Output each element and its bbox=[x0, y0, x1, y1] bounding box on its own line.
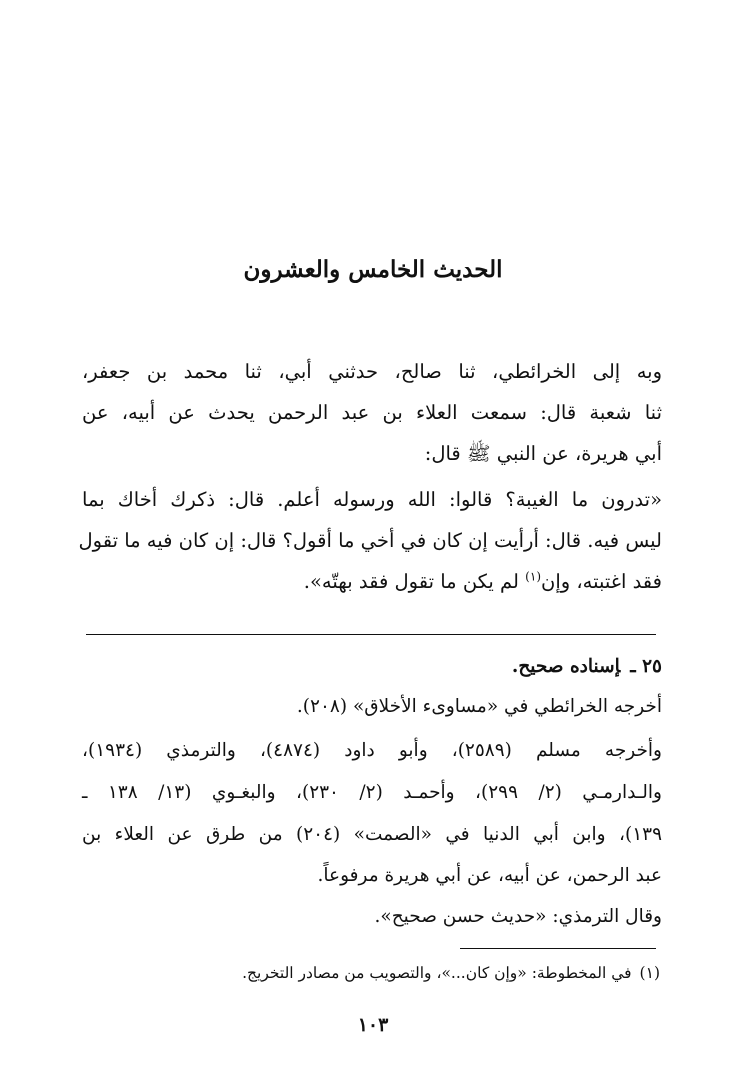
takhrij-line-3: والـدارمـي (٢/ ٢٩٩)، وأحمـد (٢/ ٢٣٠)، والبغـوي (١٣/ ١٣٨ ـ bbox=[82, 782, 662, 803]
isnad-line-2: ثنا شعبة قال: سمعت العلاء بن عبد الرحمن يحدث عن أبيه، عن bbox=[82, 401, 662, 424]
isnad-line-3: أبي هريرة، عن النبي ﷺ قال: bbox=[424, 442, 662, 465]
hadith-title: الحديث الخامس والعشرون bbox=[243, 256, 503, 283]
footnotes-divider bbox=[86, 634, 656, 635]
footnote bbox=[80, 958, 660, 988]
takhrij-line-4: ١٣٩)، وابن أبي الدنيا في «الصمت» (٢٠٤) من طرق عن العلاء بن bbox=[82, 824, 663, 845]
takhrij-line-6: وقال الترمذي: «حديث حسن صحيح». bbox=[374, 906, 662, 927]
matn-line-3 bbox=[82, 562, 662, 602]
takhrij-line-5: عبد الرحمن، عن أبيه، عن أبي هريرة مرفوعاً. bbox=[317, 865, 662, 886]
takhrij-heading-line bbox=[82, 648, 662, 686]
matn-line-1: «تدرون ما الغيبة؟ قالوا: الله ورسوله أعلم. قال: ذكرك أخاك بما bbox=[82, 488, 662, 511]
footnote-text: في المخطوطة: «وإن كان...»، والتصويب من مصادر التخريج. bbox=[242, 964, 632, 982]
footnote-divider bbox=[460, 948, 656, 949]
footnote-marker: (١) bbox=[639, 964, 660, 982]
page-number: ١٠٣ bbox=[357, 1014, 389, 1036]
matn-line-3-end: لم يكن ما تقول فقد بهتّه». bbox=[303, 570, 526, 593]
takhrij-heading: إسناده صحيح. bbox=[511, 656, 621, 677]
footnote-reference: (١) bbox=[525, 569, 541, 584]
matn-line-2: ليس فيه. قال: أرأيت إن كان في أخي ما أقول؟ قال: إن كان فيه ما تقول bbox=[78, 529, 662, 552]
takhrij-line-2: وأخرجه مسلم (٢٥٨٩)، وأبو داود (٤٨٧٤)، والترمذي (١٩٣٤)، bbox=[82, 740, 662, 761]
takhrij-line-1: أخرجه الخرائطي في «مساوىء الأخلاق» (٢٠٨). bbox=[296, 696, 662, 717]
matn-line-3-start: فقد اغتبته، وإن bbox=[541, 570, 662, 593]
takhrij-number: ٢٥ ـ bbox=[630, 656, 662, 677]
isnad-line-1: وبه إلى الخرائطي، ثنا صالح، حدثني أبي، ثنا محمد بن جعفر، bbox=[82, 360, 662, 383]
